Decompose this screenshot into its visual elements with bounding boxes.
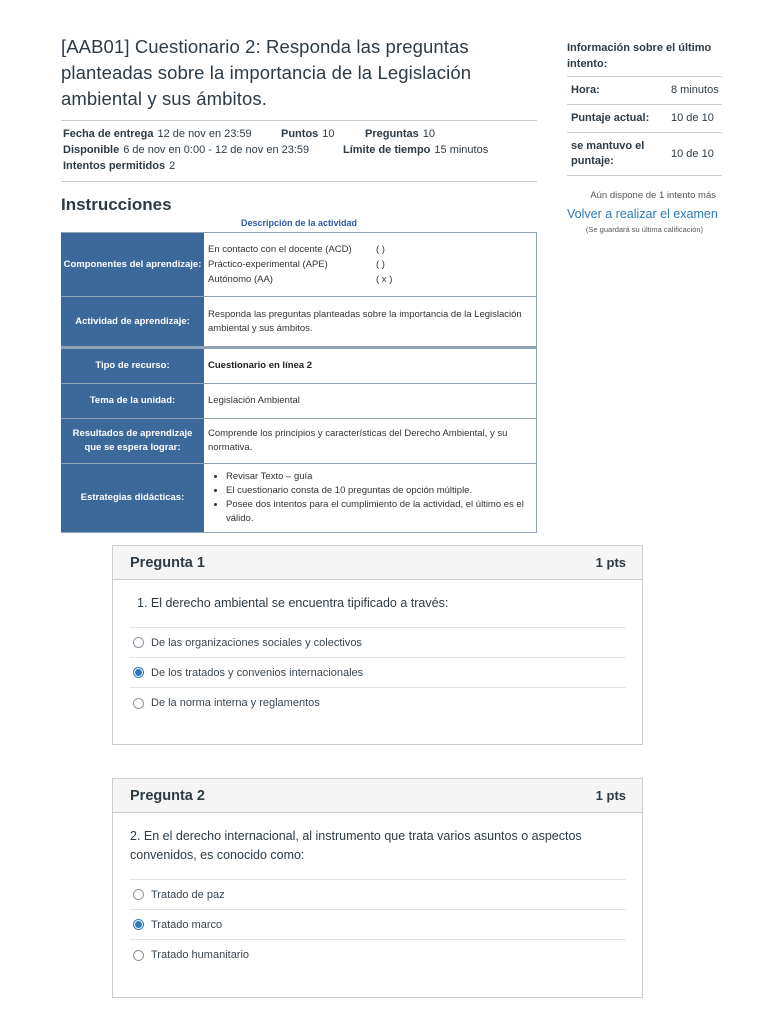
answer-label: De la norma interna y reglamentos (151, 697, 320, 709)
answer-option[interactable] (130, 910, 626, 940)
attempt-sidebar (567, 40, 722, 234)
row-label: Componentes del aprendizaje: (61, 233, 204, 296)
row-text: Cuestionario en línea 2 (204, 349, 537, 383)
row-text: Comprende los principios y características del Derecho Ambiental, y su normativa. (204, 419, 537, 463)
attempts-remaining-note: Aún dispone de 1 intento más (590, 190, 716, 201)
sidebar-title: Información sobre el último intento: (567, 40, 722, 77)
row-label: Actividad de aprendizaje: (61, 297, 204, 346)
row-label: Tipo de recurso: (61, 349, 204, 383)
questions-value: 10 (422, 128, 436, 140)
radio-button[interactable] (133, 889, 144, 900)
available-label: Disponible (63, 144, 120, 156)
question-card (112, 545, 643, 745)
sidebar-value: 8 minutos (671, 84, 719, 96)
instructions-heading: Instrucciones (61, 195, 172, 214)
question-header (113, 546, 642, 580)
list-item: • Revisar Texto – guía (226, 470, 532, 484)
answer-option[interactable] (130, 688, 626, 718)
list-item: • Posee dos intentos para el cumplimiento de la actividad, el último es el válido. (226, 498, 532, 526)
table-row (61, 419, 537, 464)
row-text: Legislación Ambiental (204, 384, 537, 418)
strategies-list (208, 470, 532, 526)
components-cell (204, 233, 537, 296)
component-mark: ( ) (376, 243, 385, 255)
answer-label: De las organizaciones sociales y colectivos (151, 636, 362, 649)
sidebar-value: 10 de 10 (671, 112, 714, 124)
component-name: En contacto con el docente (ACD) (208, 243, 352, 255)
answer-label: De los tratados y convenios internacionales (151, 666, 364, 679)
answer-option[interactable] (130, 628, 626, 658)
radio-button[interactable] (133, 950, 144, 961)
sidebar-key: se mantuvo el puntaje: (571, 140, 645, 167)
row-text: Responda las preguntas planteadas sobre la importancia de la Legislación ambiental y sus ámbitos. (204, 297, 537, 346)
sidebar-row (567, 105, 722, 133)
quiz-main (61, 34, 537, 216)
activity-table-title: Descripción de la actividad (240, 218, 358, 228)
strategies-cell (204, 464, 537, 532)
answer-label: Tratado de paz (151, 888, 225, 901)
sidebar-value: 10 de 10 (671, 147, 714, 160)
available-value: 6 de nov en 0:00 - 12 de nov en 23:59 (123, 144, 310, 156)
row-label: Resultados de aprendizaje que se espera lograr: (61, 419, 204, 463)
radio-button-selected[interactable] (133, 667, 144, 678)
sidebar-key: Puntaje actual: (571, 112, 650, 124)
points-label: Puntos (281, 128, 319, 140)
activity-table (61, 232, 537, 533)
due-value: 12 de nov en 23:59 (157, 128, 252, 140)
keep-score-note: (Se guardará su última calificación) (585, 225, 704, 234)
question-card (112, 778, 643, 998)
radio-button[interactable] (133, 637, 144, 648)
time-limit-label: Límite de tiempo (343, 144, 431, 156)
attempts-label: Intentos permitidos (63, 160, 166, 172)
row-label: Estrategias didácticas: (61, 464, 204, 532)
attempts-value: 2 (169, 160, 176, 172)
table-row (61, 297, 537, 349)
component-name: Práctico-experimental (APE) (208, 258, 328, 270)
time-limit-value: 15 minutos (434, 144, 489, 156)
quiz-meta (61, 120, 537, 182)
table-row (61, 349, 537, 384)
sidebar-row (567, 77, 722, 105)
quiz-title: [AAB01] Cuestionario 2: Responda las preguntas planteadas sobre la importancia de la Legislación ambiental y sus ámbitos. (61, 36, 472, 109)
retake-quiz-link[interactable]: Volver a realizar el examen (567, 207, 718, 221)
due-label: Fecha de entrega (63, 128, 154, 140)
question-text: 2. En el derecho internacional, al instrumento que trata varios asuntos o aspectos convenidos, es conocido como: (130, 827, 626, 880)
table-row (61, 233, 537, 297)
row-label: Tema de la unidad: (61, 384, 204, 418)
question-text: 1. El derecho ambiental se encuentra tipificado a través: (130, 594, 626, 628)
answer-option[interactable] (130, 658, 626, 688)
list-item: • El cuestionario consta de 10 preguntas de opción múltiple. (226, 484, 532, 498)
answer-option[interactable] (130, 880, 626, 910)
question-name: Pregunta 1 (130, 554, 205, 571)
question-header (113, 779, 642, 813)
question-body (113, 813, 642, 982)
component-mark: ( ) (376, 258, 385, 270)
question-name: Pregunta 2 (130, 787, 205, 804)
sidebar-row (567, 133, 722, 176)
answer-label: Tratado marco (151, 918, 223, 931)
table-row (61, 464, 537, 533)
answer-label: Tratado humanitario (151, 949, 250, 961)
question-body (113, 580, 642, 730)
questions-label: Preguntas (365, 128, 419, 140)
sidebar-key: Hora: (571, 84, 600, 96)
table-row (61, 384, 537, 419)
question-points: 1 pts (595, 788, 626, 803)
radio-button-selected[interactable] (133, 919, 144, 930)
question-points: 1 pts (595, 555, 626, 570)
radio-button[interactable] (133, 698, 144, 709)
points-value: 10 (322, 128, 335, 140)
component-name: Autónomo (AA) (208, 273, 273, 285)
answer-option[interactable] (130, 940, 626, 970)
component-mark: ( x ) (376, 273, 393, 285)
